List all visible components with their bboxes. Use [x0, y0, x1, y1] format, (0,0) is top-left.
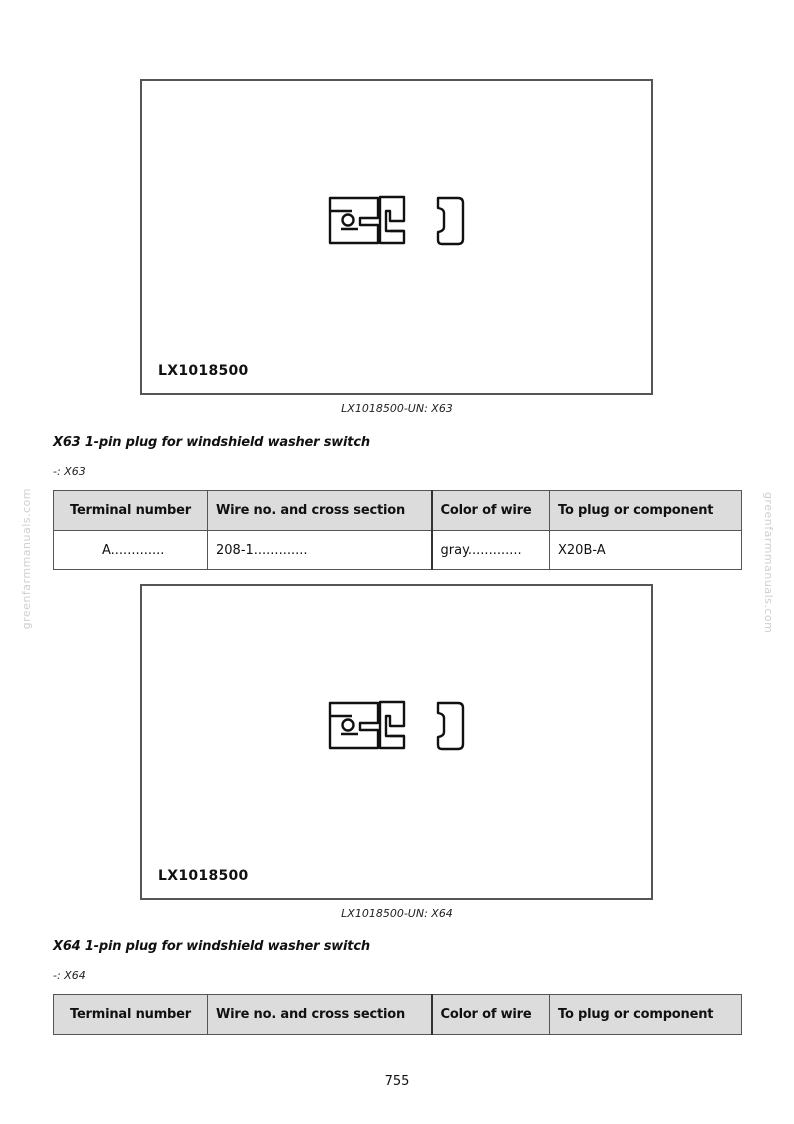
- column-header: Color of wire: [432, 995, 550, 1035]
- watermark-left: greenfarmmanuals.com: [20, 488, 33, 630]
- table-header-row: [54, 491, 742, 531]
- table-header-row: [54, 995, 742, 1035]
- connector-figure-x64: [140, 584, 653, 900]
- page-number: 755: [384, 1074, 410, 1089]
- column-header: To plug or component: [550, 995, 742, 1035]
- connector-drawing-icon: [142, 81, 655, 397]
- figure-caption: LX1018500-UN: X64: [341, 907, 453, 920]
- table-cell: X20B-A: [550, 531, 742, 570]
- wiring-table: [53, 490, 742, 570]
- figure-caption: LX1018500-UN: X63: [341, 402, 453, 415]
- figure-label: LX1018500: [158, 868, 249, 884]
- column-header: Color of wire: [432, 491, 550, 531]
- table-cell: 208-1.............: [208, 531, 432, 570]
- connector-figure-x63: [140, 79, 653, 395]
- column-header: Terminal number: [54, 491, 208, 531]
- wiring-table: [53, 994, 742, 1035]
- section-reference: -: X64: [53, 969, 86, 982]
- column-header: To plug or component: [550, 491, 742, 531]
- section-heading: X63 1-pin plug for windshield washer switch: [53, 435, 370, 450]
- column-header: Wire no. and cross section: [208, 995, 432, 1035]
- table-cell: A.............: [54, 531, 208, 570]
- watermark-right: greenfarmmanuals.com: [762, 492, 775, 634]
- column-header: Wire no. and cross section: [208, 491, 432, 531]
- figure-label: LX1018500: [158, 363, 249, 379]
- section-heading: X64 1-pin plug for windshield washer switch: [53, 939, 370, 954]
- table-row: [54, 531, 742, 570]
- table-cell: gray.............: [432, 531, 550, 570]
- column-header: Terminal number: [54, 995, 208, 1035]
- section-reference: -: X63: [53, 465, 86, 478]
- connector-drawing-icon: [142, 586, 655, 902]
